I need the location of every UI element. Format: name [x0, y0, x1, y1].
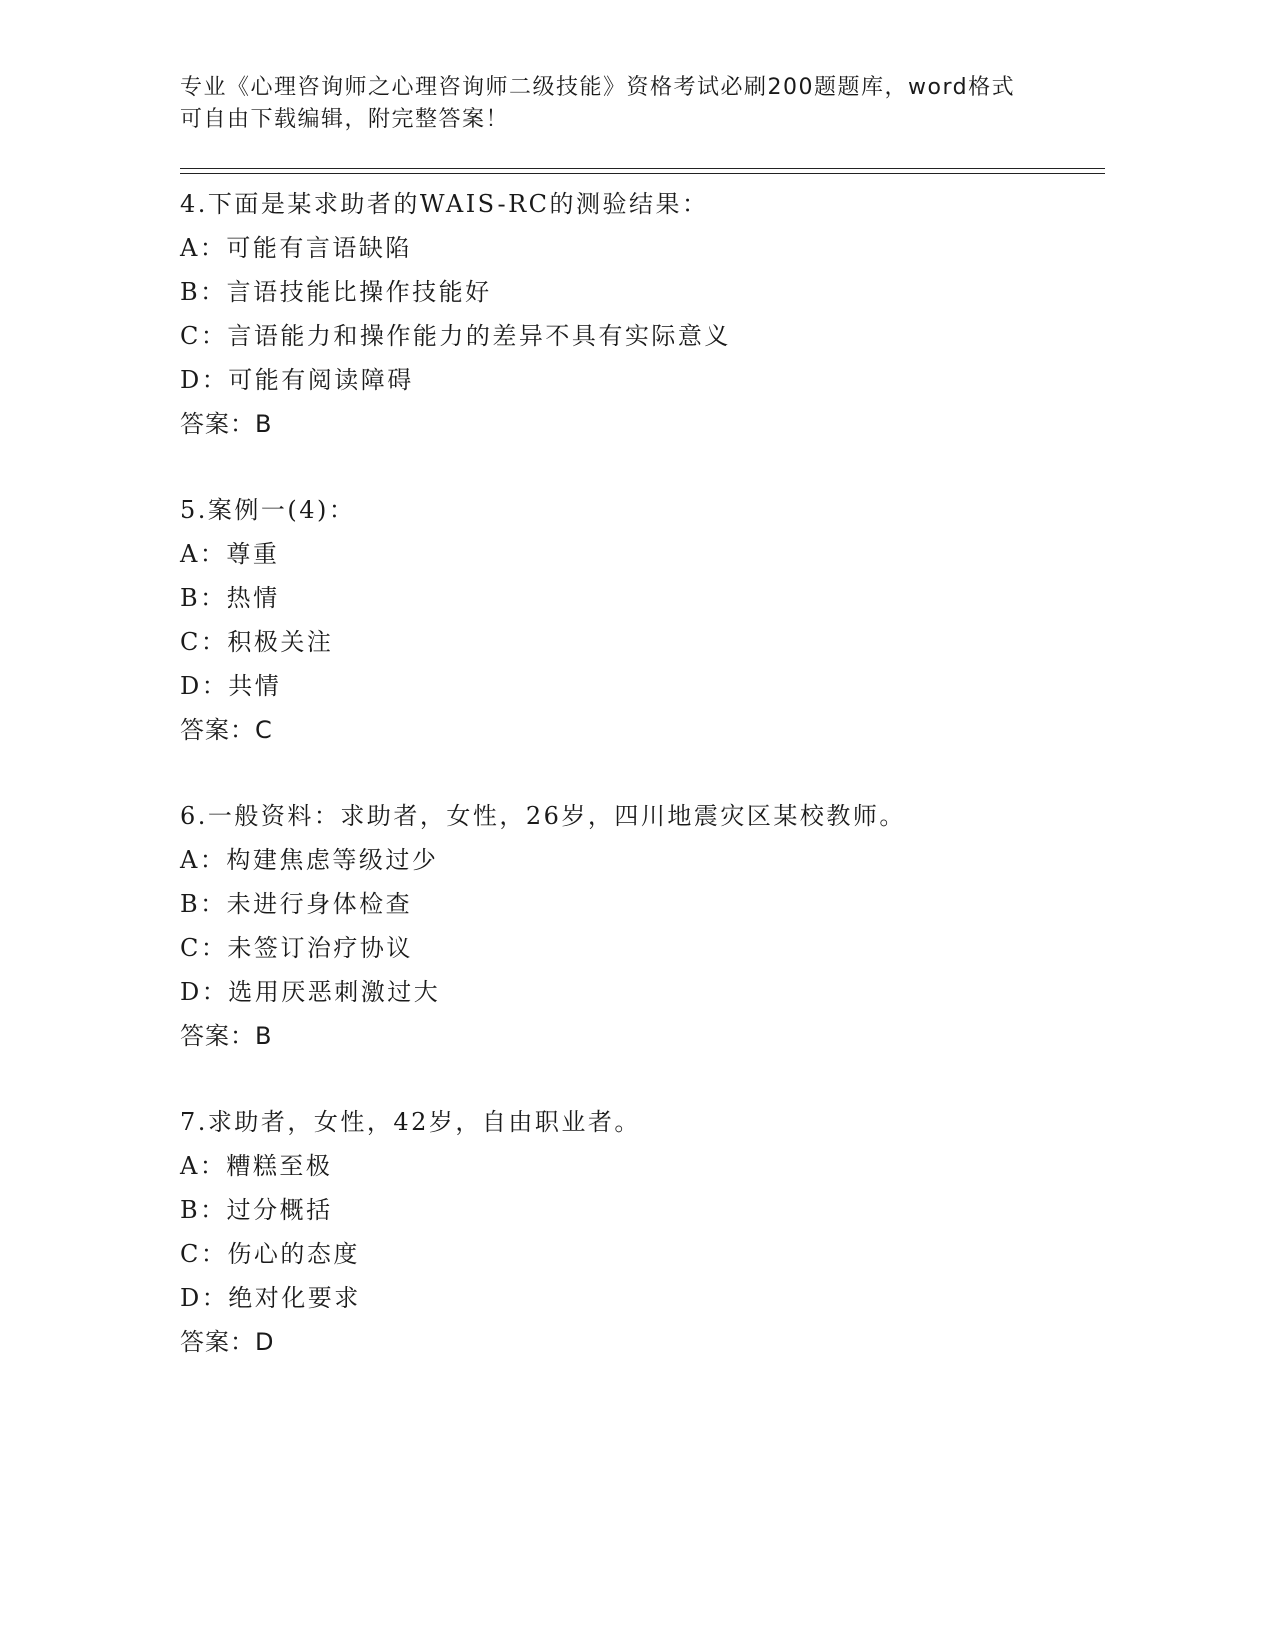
option-c: C：积极关注 — [180, 628, 334, 656]
option-d: D：选用厌恶刺激过大 — [180, 978, 441, 1006]
option-b: B：言语技能比操作技能好 — [180, 278, 492, 306]
question-item — [180, 1100, 1080, 1364]
question-stem: 5.案例一(4)： — [180, 496, 356, 524]
option-c: C：未签订治疗协议 — [180, 934, 413, 962]
option-d: D：绝对化要求 — [180, 1284, 361, 1312]
option-a: A：糟糕至极 — [180, 1152, 333, 1180]
document-header — [180, 72, 1060, 136]
header-line-1: 专业《心理咨询师之心理咨询师二级技能》资格考试必刷200题题库，word格式 — [180, 75, 1016, 100]
header-divider-top — [180, 168, 1105, 169]
answer-key: 答案：B — [180, 410, 273, 438]
question-item — [180, 182, 1080, 446]
answer-key: 答案：B — [180, 1022, 273, 1050]
header-line-2: 可自由下载编辑，附完整答案！ — [180, 107, 510, 132]
question-stem: 6.一般资料：求助者，女性，26岁，四川地震灾区某校教师。 — [180, 802, 906, 830]
option-b: B：未进行身体检查 — [180, 890, 413, 918]
option-a: A：尊重 — [180, 540, 280, 568]
question-stem: 7.求助者，女性，42岁，自由职业者。 — [180, 1108, 641, 1136]
option-c: C：言语能力和操作能力的差异不具有实际意义 — [180, 322, 731, 350]
option-d: D：共情 — [180, 672, 282, 700]
option-a: A：构建焦虑等级过少 — [180, 846, 439, 874]
option-d: D：可能有阅读障碍 — [180, 366, 414, 394]
question-stem: 4.下面是某求助者的WAIS-RC的测验结果： — [180, 190, 709, 218]
option-a: A：可能有言语缺陷 — [180, 234, 412, 262]
option-b: B：热情 — [180, 584, 280, 612]
option-b: B：过分概括 — [180, 1196, 333, 1224]
option-c: C：伤心的态度 — [180, 1240, 360, 1268]
question-item — [180, 488, 1080, 752]
answer-key: 答案：D — [180, 1328, 275, 1356]
question-item — [180, 794, 1080, 1058]
question-list — [180, 182, 1080, 1406]
header-divider-bottom — [180, 173, 1105, 174]
answer-key: 答案：C — [180, 716, 273, 744]
